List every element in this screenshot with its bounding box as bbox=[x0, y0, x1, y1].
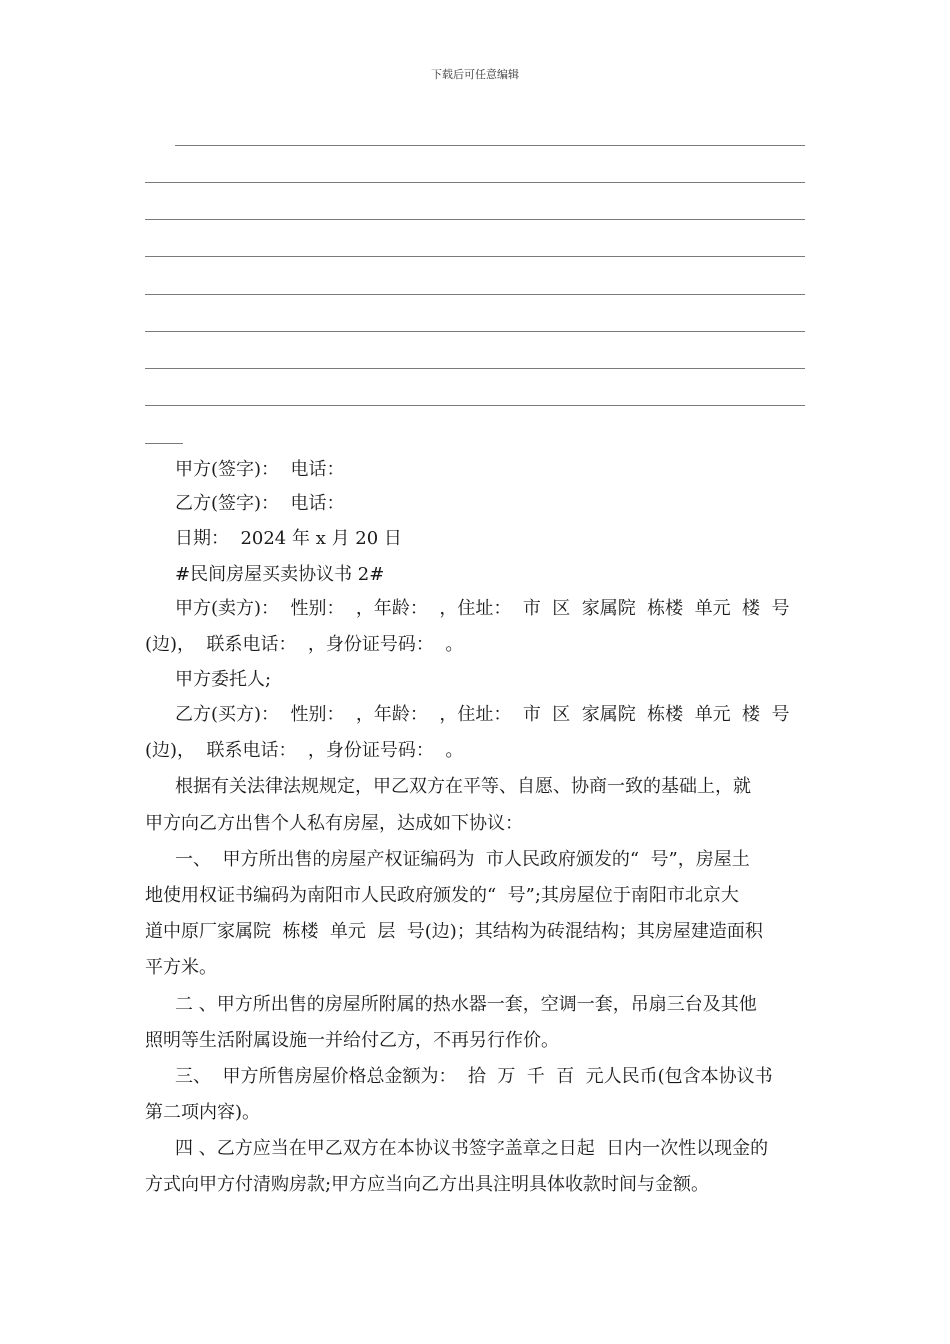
clause-1-line-3: 道中原厂家属院 栋楼 单元 层 号(边)；其结构为砖混结构；其房屋建造面积 bbox=[145, 921, 763, 942]
clause-1-line-1: 一、 甲方所出售的房屋产权证编码为 市人民政府颁发的“ 号”，房屋土 bbox=[175, 849, 750, 870]
clause-1-line-2: 地使用权证书编码为南阳市人民政府颁发的“ 号”;其房屋位于南阳市北京大 bbox=[145, 885, 739, 906]
clause-2-line-2: 照明等生活附属设施一并给付乙方，不再另行作价。 bbox=[145, 1030, 559, 1051]
buyer-info-line-1: 乙方(买方)： 性别： ，年龄： ，住址： 市 区 家属院 栋楼 单元 楼 号 bbox=[175, 704, 790, 725]
intro-line-1: 根据有关法律法规规定，甲乙双方在平等、自愿、协商一致的基础上，就 bbox=[175, 776, 751, 797]
seller-info-line-2: (边)， 联系电话： ，身份证号码： 。 bbox=[145, 634, 464, 655]
clause-4-line-1: 四 、乙方应当在甲乙双方在本协议书签字盖章之日起 日内一次性以现金的 bbox=[175, 1138, 769, 1159]
blank-line bbox=[145, 405, 805, 406]
clause-4-line-2: 方式向甲方付清购房款;甲方应当向乙方出具注明具体收款时间与金额。 bbox=[145, 1174, 710, 1195]
seller-info-line-1: 甲方(卖方)： 性别： ，年龄： ，住址： 市 区 家属院 栋楼 单元 楼 号 bbox=[175, 598, 790, 619]
signature-date: 日期： 2024 年 x 月 20 日 bbox=[175, 528, 402, 549]
clause-3-line-2: 第二项内容)。 bbox=[145, 1102, 261, 1123]
blank-line bbox=[145, 294, 805, 295]
buyer-info-line-2: (边)， 联系电话： ，身份证号码： 。 bbox=[145, 740, 464, 761]
signature-party-a: 甲方(签字)： 电话： bbox=[175, 459, 345, 480]
intro-line-2: 甲方向乙方出售个人私有房屋，达成如下协议： bbox=[145, 813, 523, 834]
blank-line bbox=[145, 368, 805, 369]
signature-party-b: 乙方(签字)： 电话： bbox=[175, 493, 345, 514]
blank-line bbox=[175, 145, 805, 146]
blank-line bbox=[145, 219, 805, 220]
blank-line bbox=[145, 256, 805, 257]
section-title: #民间房屋买卖协议书 2# bbox=[175, 564, 385, 585]
blank-line-tail bbox=[145, 443, 183, 444]
blank-line bbox=[145, 331, 805, 332]
clause-2-line-1: 二 、甲方所出售的房屋所附属的热水器一套，空调一套，吊扇三台及其他 bbox=[175, 994, 757, 1015]
clause-1-line-4: 平方米。 bbox=[145, 957, 217, 978]
blank-line bbox=[145, 182, 805, 183]
page-header-note: 下载后可任意编辑 bbox=[431, 68, 519, 81]
seller-agent: 甲方委托人; bbox=[175, 669, 272, 690]
clause-3-line-1: 三、 甲方所售房屋价格总金额为： 拾 万 千 百 元人民币(包含本协议书 bbox=[175, 1066, 773, 1087]
